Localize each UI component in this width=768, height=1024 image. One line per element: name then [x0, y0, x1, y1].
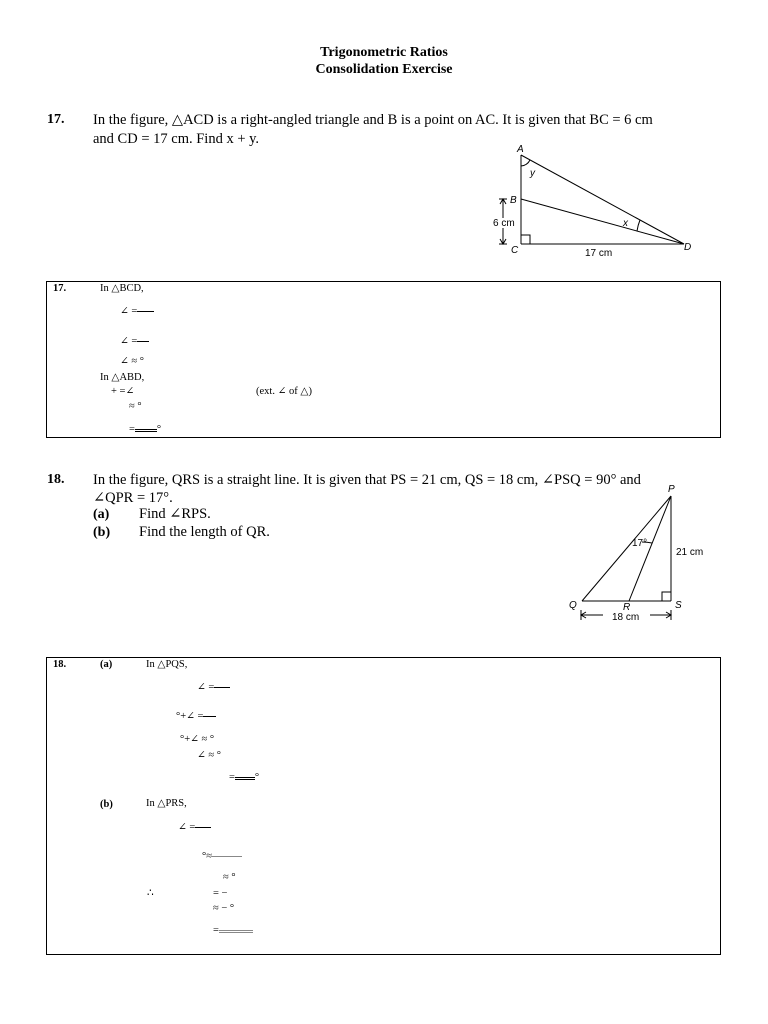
solution-box-17: [46, 281, 721, 438]
fig18-label-s: S: [675, 600, 682, 611]
question-18a-label: (a): [93, 507, 110, 522]
solution-18b-line6: ≈ − °: [213, 903, 235, 914]
solution-17-line3: ∠ =: [120, 336, 138, 347]
fig17-label-b: B: [510, 195, 517, 206]
solution-17-line2: ∠ =: [120, 306, 138, 317]
solution-18b-therefore: ∴: [147, 888, 154, 899]
solution-17-line1: In △BCD,: [100, 283, 144, 294]
question-17-line2: and CD = 17 cm. Find x + y.: [93, 131, 260, 147]
solution-17-line4: ∠ ≈ °: [120, 356, 145, 367]
solution-17-line8: =: [129, 424, 135, 435]
fraction-bar: [203, 716, 216, 717]
solution-18a-line1: In △PQS,: [146, 659, 188, 670]
fig17-label-a: A: [517, 144, 524, 155]
fraction-bar: [195, 827, 211, 828]
question-17-line1: In the figure, △ACD is a right-angled triangle and B is a point on AC. It is given that BC = 6 cm: [93, 112, 653, 128]
solution-box-18: [46, 657, 721, 955]
fig17-label-cd: 17 cm: [585, 248, 613, 259]
question-18b-label: (b): [93, 525, 111, 540]
fraction-bar: [214, 687, 230, 688]
fraction-bar: [137, 341, 149, 342]
page-title: Trigonometric Ratios: [320, 45, 448, 60]
solution-18a-line2: ∠ =: [197, 682, 215, 693]
fig18-label-r: R: [623, 602, 631, 613]
solution-17-line5: In △ABD,: [100, 372, 145, 383]
answer-underline: [235, 767, 255, 780]
fig17-label-d: D: [684, 242, 692, 253]
solution-17-ext-angle-note: (ext. ∠ of △): [256, 386, 312, 397]
solution-18b-line7: =: [213, 925, 219, 936]
question-18a-text: Find ∠RPS.: [139, 506, 211, 522]
question-18-line2: ∠QPR = 17°.: [93, 490, 173, 506]
solution-18b-line3: °≈: [202, 851, 212, 862]
fig17-label-c: C: [511, 245, 519, 256]
question-18-figure: [560, 478, 720, 628]
fig17-label-y: y: [530, 168, 535, 179]
solution-17-line7: ≈ °: [129, 401, 142, 412]
solution-18a-line4: °+∠ ≈ °: [180, 734, 215, 745]
page-subtitle: Consolidation Exercise: [315, 62, 453, 77]
solution-18a-line6: =: [229, 772, 235, 783]
solution-17-line8-degree: °: [156, 424, 162, 435]
question-17-number: 17.: [47, 112, 65, 127]
answer-underline: [219, 920, 253, 933]
fig18-label-qs: 18 cm: [612, 612, 640, 623]
solution-17-line6: + =∠: [111, 386, 135, 397]
fraction-bar: [212, 856, 242, 857]
fig18-label-p: P: [668, 484, 675, 495]
solution-18a-line5: ∠ ≈ °: [197, 750, 222, 761]
question-18b-text: Find the length of QR.: [139, 524, 270, 540]
solution-18a-line3: °+∠ =: [176, 711, 204, 722]
solution-17-number: 17.: [53, 283, 67, 294]
fig18-label-q: Q: [569, 600, 577, 611]
question-18-line1: In the figure, QRS is a straight line. It is given that PS = 21 cm, QS = 18 cm, ∠PSQ = 90° and: [93, 472, 641, 488]
solution-18b-label: (b): [100, 799, 113, 810]
solution-18b-line4: ≈ °: [223, 872, 236, 883]
fig18-label-angle: 17°: [632, 538, 648, 549]
solution-18b-line5: = −: [213, 888, 228, 899]
solution-18a-label: (a): [100, 659, 113, 670]
solution-18-number: 18.: [53, 659, 67, 670]
solution-18b-line1: In △PRS,: [146, 798, 187, 809]
question-17-figure: [480, 140, 710, 265]
solution-18b-line2: ∠ =: [178, 822, 196, 833]
question-18-number: 18.: [47, 472, 65, 487]
fig17-label-bc: 6 cm: [493, 218, 515, 229]
answer-underline: [135, 419, 157, 432]
fig17-label-x: x: [623, 218, 628, 229]
fraction-bar: [137, 311, 154, 312]
solution-18a-line6-degree: °: [254, 772, 260, 783]
fig18-label-ps: 21 cm: [676, 547, 704, 558]
